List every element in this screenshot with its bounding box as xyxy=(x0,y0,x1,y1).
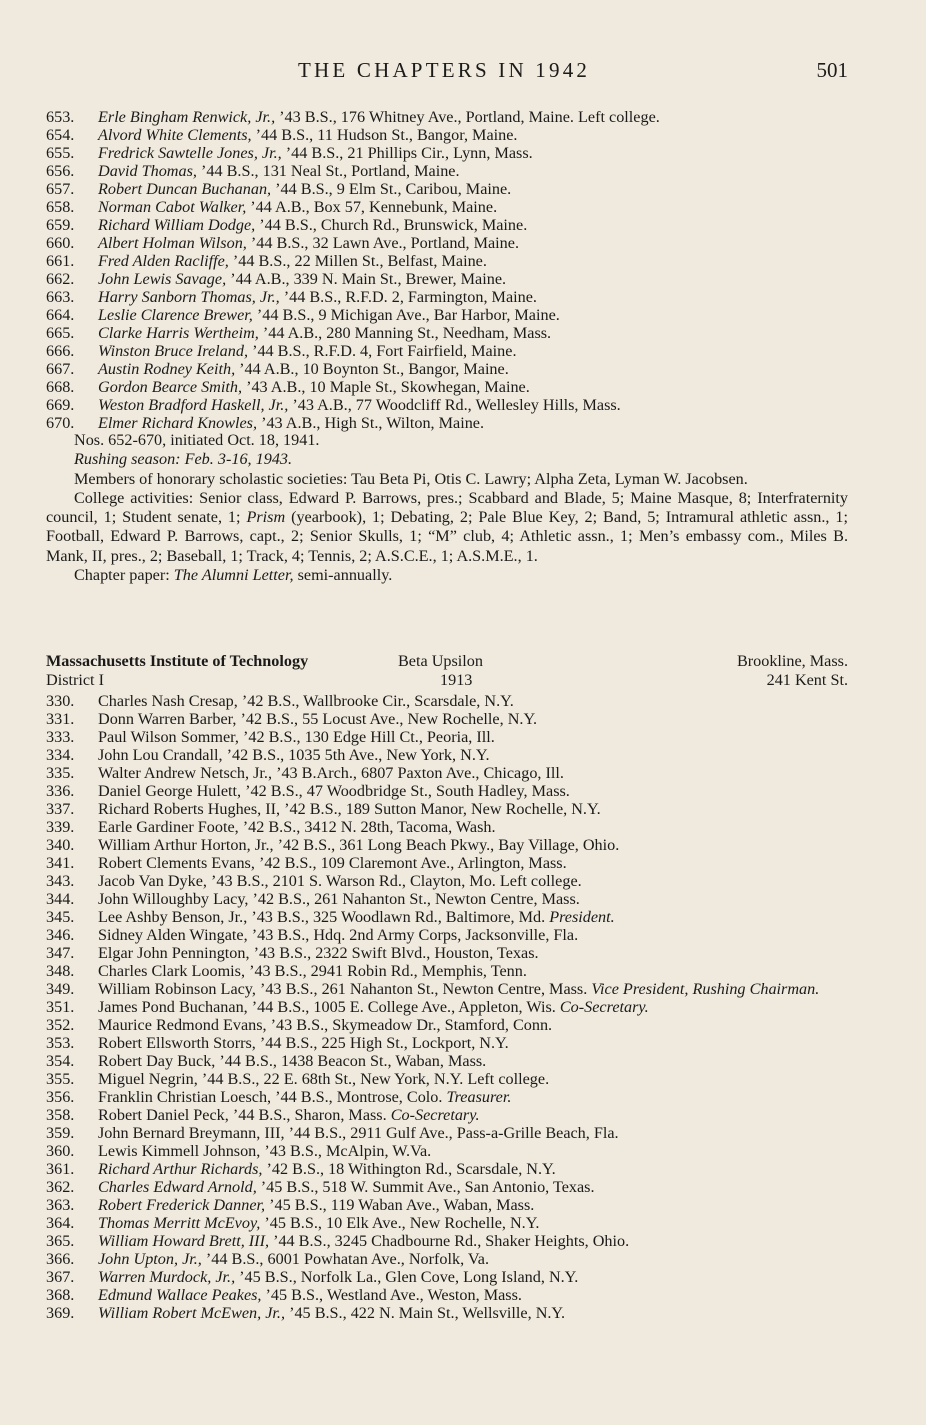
member-name: Richard Roberts Hughes, II, xyxy=(98,800,281,818)
member-name: Robert Duncan Buchanan, xyxy=(98,180,272,198)
member-name: Walter Andrew Netsch, Jr., xyxy=(98,764,273,782)
member-office: Treasurer. xyxy=(446,1088,512,1106)
member-office: Co-Secretary. xyxy=(390,1106,480,1124)
member-number: 331. xyxy=(46,710,75,728)
member-name: Clarke Harris Wertheim, xyxy=(98,324,259,342)
member-details: ’44 A.B., 10 Boynton St., Bangor, Maine. xyxy=(235,360,509,378)
member-name: Charles Clark Loomis, xyxy=(98,962,246,980)
college-activities-note: College activities: Senior class, Edward P. Barrows, pres.; Scabbard and Blade, 5; Maine Masque, 8; Interfraternity council, 1; Student senate, 1; Prism (yearbook), 1; Debating, 2; Pale Blue Key, 2; Band, 5; Intramural athletic assn., 1; Football, Edward P. Barrows, capt., 2; Senior Skulls, 1; “M” club, 4; Athletic assn., 1; Men’s embassy com., Miles B. Mank, II, pres., 2; Baseball, 1; Track, 4; Tennis, 2; A.S.C.E., 1; A.S.M.E., 1. xyxy=(46,488,848,565)
member-number: 361. xyxy=(46,1160,75,1178)
member-details: ’44 B.S., 22 Millen St., Belfast, Maine. xyxy=(228,252,487,270)
member-entry xyxy=(46,1268,852,1286)
member-name: Norman Cabot Walker, xyxy=(98,198,247,216)
member-number: 669. xyxy=(46,396,75,414)
member-name: Miguel Negrin, xyxy=(98,1070,198,1088)
member-number: 653. xyxy=(46,108,75,126)
member-name: John Lou Crandall, xyxy=(98,746,223,764)
member-entry xyxy=(46,1106,852,1124)
rushing-season-note: Rushing season: Feb. 3-16, 1943. xyxy=(74,450,293,469)
member-name: Leslie Clarence Brewer, xyxy=(98,306,253,324)
member-number: 664. xyxy=(46,306,75,324)
member-office: Vice President, Rushing Chairman. xyxy=(591,980,820,998)
member-details: ’42 B.S., 261 Nahanton St., Newton Centre, Mass. xyxy=(248,890,580,908)
member-entry xyxy=(46,1178,852,1196)
member-entry xyxy=(46,1196,852,1214)
member-details: ’44 A.B., Box 57, Kennebunk, Maine. xyxy=(246,198,498,216)
member-entry xyxy=(46,1070,852,1088)
member-details: ’42 B.S., 55 Locust Ave., New Rochelle, N.Y. xyxy=(236,710,538,728)
member-entry xyxy=(46,108,852,126)
member-entry xyxy=(46,306,852,324)
member-number: 340. xyxy=(46,836,75,854)
member-number: 364. xyxy=(46,1214,75,1232)
member-details: ’44 B.S., 11 Hudson St., Bangor, Maine. xyxy=(251,126,518,144)
member-details: ’44 B.S., 2911 Gulf Ave., Pass-a-Grille Beach, Fla. xyxy=(284,1124,619,1142)
member-entry xyxy=(46,1034,852,1052)
member-office: Co-Secretary. xyxy=(559,998,649,1016)
member-entry xyxy=(46,998,852,1016)
member-entry xyxy=(46,252,852,270)
member-name: Albert Holman Wilson, xyxy=(98,234,247,252)
member-details: ’43 A.B., 10 Maple St., Skowhegan, Maine. xyxy=(242,378,530,396)
member-number: 353. xyxy=(46,1034,75,1052)
member-name: John Lewis Savage, xyxy=(98,270,227,288)
member-name: John Bernard Breymann, III, xyxy=(98,1124,285,1142)
member-number: 661. xyxy=(46,252,75,270)
member-details: ’44 B.S., 6001 Powhatan Ave., Norfolk, Va. xyxy=(201,1250,490,1268)
member-details: ’45 B.S., 422 N. Main St., Wellsville, N.Y. xyxy=(285,1304,566,1322)
member-details: ’43 B.Arch., 6807 Paxton Ave., Chicago, Ill. xyxy=(272,764,564,782)
member-details: ’44 A.B., 339 N. Main St., Brewer, Maine. xyxy=(226,270,507,288)
chapter-paper-title: The Alumni Letter, xyxy=(173,566,294,585)
member-entry xyxy=(46,962,852,980)
member-name: Richard William Dodge, xyxy=(98,216,256,234)
member-number: 366. xyxy=(46,1250,75,1268)
member-entry xyxy=(46,342,852,360)
prism-title: Prism xyxy=(246,508,286,527)
member-office: President. xyxy=(549,908,615,926)
member-name: William Howard Brett, III, xyxy=(98,1232,270,1250)
chapter-heading xyxy=(46,652,848,690)
member-number: 665. xyxy=(46,324,75,342)
member-entry xyxy=(46,378,852,396)
member-entry xyxy=(46,818,852,836)
member-details: ’42 B.S., 3412 N. 28th, Tacoma, Wash. xyxy=(238,818,496,836)
member-entry xyxy=(46,144,852,162)
member-name: Edmund Wallace Peakes, xyxy=(98,1286,262,1304)
member-entry xyxy=(46,234,852,252)
member-number: 330. xyxy=(46,692,75,710)
member-entry xyxy=(46,836,852,854)
member-details: ’44 B.S., 32 Lawn Ave., Portland, Maine. xyxy=(246,234,520,252)
member-number: 654. xyxy=(46,126,75,144)
member-number: 657. xyxy=(46,180,75,198)
member-details: ’43 B.S., 325 Woodlawn Rd., Baltimore, Md. xyxy=(247,908,550,926)
member-details: ’44 B.S., 1438 Beacon St., Waban, Mass. xyxy=(215,1052,487,1070)
member-list-mit xyxy=(46,692,852,1322)
member-details: ’44 B.S., R.F.D. 2, Farmington, Maine. xyxy=(279,288,537,306)
member-details: ’43 B.S., 2101 S. Warson Rd., Clayton, Mo. Left college. xyxy=(206,872,582,890)
member-details: ’45 B.S., 10 Elk Ave., New Rochelle, N.Y. xyxy=(260,1214,540,1232)
member-number: 348. xyxy=(46,962,75,980)
member-number: 662. xyxy=(46,270,75,288)
member-entry xyxy=(46,746,852,764)
member-name: James Pond Buchanan, xyxy=(98,998,248,1016)
member-number: 355. xyxy=(46,1070,75,1088)
member-number: 369. xyxy=(46,1304,75,1322)
member-name: Jacob Van Dyke, xyxy=(98,872,207,890)
member-number: 351. xyxy=(46,998,75,1016)
member-details: ’44 B.S., 131 Neal St., Portland, Maine. xyxy=(196,162,460,180)
member-entry xyxy=(46,270,852,288)
member-name: Alvord White Clements, xyxy=(98,126,252,144)
member-details: ’44 B.S., R.F.D. 4, Fort Fairfield, Maine. xyxy=(248,342,517,360)
member-name: William Robinson Lacy, xyxy=(98,980,256,998)
member-name: Franklin Christian Loesch, xyxy=(98,1088,272,1106)
member-number: 666. xyxy=(46,342,75,360)
member-details: ’42 B.S., Wallbrooke Cir., Scarsdale, N.Y. xyxy=(237,692,514,710)
member-name: Donn Warren Barber, xyxy=(98,710,237,728)
member-details: ’44 B.S., 3245 Chadbourne Rd., Shaker Heights, Ohio. xyxy=(269,1232,630,1250)
member-details: ’44 B.S., Montrose, Colo. xyxy=(271,1088,447,1106)
founding-year: 1913 xyxy=(440,670,473,689)
member-number: 363. xyxy=(46,1196,75,1214)
member-number: 334. xyxy=(46,746,75,764)
member-entry xyxy=(46,692,852,710)
member-number: 345. xyxy=(46,908,75,926)
page-number: 501 xyxy=(816,58,848,82)
member-entry xyxy=(46,1142,852,1160)
member-details: ’42 B.S., 1035 5th Ave., New York, N.Y. xyxy=(222,746,490,764)
member-name: Robert Clements Evans, xyxy=(98,854,255,872)
member-name: Paul Wilson Sommer, xyxy=(98,728,239,746)
chapter-notes xyxy=(46,431,848,585)
member-number: 658. xyxy=(46,198,75,216)
member-number: 670. xyxy=(46,414,75,432)
member-entry xyxy=(46,1124,852,1142)
member-details: ’42 B.S., 130 Edge Hill Ct., Peoria, Ill. xyxy=(238,728,495,746)
member-name: Austin Rodney Keith, xyxy=(98,360,236,378)
page-header xyxy=(0,58,926,88)
member-number: 336. xyxy=(46,782,75,800)
member-number: 656. xyxy=(46,162,75,180)
member-number: 333. xyxy=(46,728,75,746)
member-entry xyxy=(46,288,852,306)
member-entry xyxy=(46,908,852,926)
member-entry xyxy=(46,360,852,378)
member-name: Winston Bruce Ireland, xyxy=(98,342,249,360)
school-name: Massachusetts Institute of Technology xyxy=(46,652,309,670)
member-entry xyxy=(46,216,852,234)
member-details: ’44 B.S., 1005 E. College Ave., Appleton, Wis. xyxy=(247,998,560,1016)
member-name: Warren Murdock, Jr., xyxy=(98,1268,236,1286)
member-number: 367. xyxy=(46,1268,75,1286)
member-name: Lee Ashby Benson, Jr., xyxy=(98,908,248,926)
member-details: ’45 B.S., 518 W. Summit Ave., San Antonio, Texas. xyxy=(256,1178,595,1196)
member-entry xyxy=(46,944,852,962)
member-name: Earle Gardiner Foote, xyxy=(98,818,239,836)
member-entry xyxy=(46,1232,852,1250)
member-number: 368. xyxy=(46,1286,75,1304)
member-entry xyxy=(46,180,852,198)
member-details: ’43 B.S., 176 Whitney Ave., Portland, Maine. Left college. xyxy=(275,108,660,126)
member-name: Robert Ellsworth Storrs, xyxy=(98,1034,256,1052)
member-name: William Robert McEwen, Jr., xyxy=(98,1304,286,1322)
member-number: 655. xyxy=(46,144,75,162)
member-name: Robert Daniel Peck, xyxy=(98,1106,229,1124)
member-name: Erle Bingham Renwick, Jr., xyxy=(98,108,276,126)
member-name: Robert Frederick Danner, xyxy=(98,1196,266,1214)
member-name: Weston Bradford Haskell, Jr., xyxy=(98,396,289,414)
member-entry xyxy=(46,980,852,998)
member-entry xyxy=(46,1052,852,1070)
member-number: 358. xyxy=(46,1106,75,1124)
member-details: ’42 B.S., 361 Long Beach Pkwy., Bay Village, Ohio. xyxy=(273,836,620,854)
member-number: 359. xyxy=(46,1124,75,1142)
member-number: 335. xyxy=(46,764,75,782)
member-entry xyxy=(46,872,852,890)
member-name: Daniel George Hulett, xyxy=(98,782,242,800)
member-entry xyxy=(46,764,852,782)
initiated-note: Nos. 652-670, initiated Oct. 18, 1941. xyxy=(74,431,320,449)
member-number: 352. xyxy=(46,1016,75,1034)
member-name: Maurice Redmond Evans, xyxy=(98,1016,267,1034)
member-entry xyxy=(46,710,852,728)
member-entry xyxy=(46,1016,852,1034)
member-entry xyxy=(46,198,852,216)
member-details: ’42 B.S., 109 Claremont Ave., Arlington, Mass. xyxy=(254,854,567,872)
member-name: Elgar John Pennington, xyxy=(98,944,250,962)
member-details: ’42 B.S., 47 Woodbridge St., South Hadley, Mass. xyxy=(241,782,570,800)
member-entry xyxy=(46,162,852,180)
member-entry xyxy=(46,1160,852,1178)
member-details: ’45 B.S., Norfolk La., Glen Cove, Long Island, N.Y. xyxy=(235,1268,579,1286)
member-entry xyxy=(46,800,852,818)
member-number: 356. xyxy=(46,1088,75,1106)
member-number: 347. xyxy=(46,944,75,962)
member-entry xyxy=(46,1214,852,1232)
member-number: 667. xyxy=(46,360,75,378)
member-entry xyxy=(46,1250,852,1268)
chapter-city: Brookline, Mass. xyxy=(736,652,848,670)
member-details: ’43 B.S., McAlpin, W.Va. xyxy=(260,1142,432,1160)
member-name: Thomas Merritt McEvoy, xyxy=(98,1214,261,1232)
member-name: Elmer Richard Knowles, xyxy=(98,414,258,432)
member-entry xyxy=(46,126,852,144)
member-entry xyxy=(46,1088,852,1106)
member-entry xyxy=(46,728,852,746)
running-head: THE CHAPTERS IN 1942 xyxy=(298,58,591,82)
member-details: ’44 B.S., 21 Phillips Cir., Lynn, Mass. xyxy=(281,144,533,162)
member-details: ’44 B.S., 9 Michigan Ave., Bar Harbor, Maine. xyxy=(252,306,560,324)
member-number: 343. xyxy=(46,872,75,890)
member-entry xyxy=(46,324,852,342)
member-details: ’42 B.S., 189 Sutton Manor, New Rochelle, N.Y. xyxy=(280,800,601,818)
member-details: ’44 B.S., 22 E. 68th St., New York, N.Y. Left college. xyxy=(197,1070,550,1088)
member-details: ’44 B.S., 9 Elm St., Caribou, Maine. xyxy=(271,180,512,198)
member-number: 344. xyxy=(46,890,75,908)
member-number: 337. xyxy=(46,800,75,818)
member-details: ’43 B.S., Skymeadow Dr., Stamford, Conn. xyxy=(266,1016,553,1034)
member-details: ’44 B.S., Sharon, Mass. xyxy=(228,1106,391,1124)
member-details: ’44 B.S., Church Rd., Brunswick, Maine. xyxy=(255,216,528,234)
member-number: 346. xyxy=(46,926,75,944)
member-entry xyxy=(46,1304,852,1322)
member-entry xyxy=(46,926,852,944)
member-entry xyxy=(46,396,852,414)
member-details: ’43 A.B., High St., Wilton, Maine. xyxy=(257,414,485,432)
member-details: ’43 A.B., 77 Woodcliff Rd., Wellesley Hills, Mass. xyxy=(288,396,621,414)
member-number: 663. xyxy=(46,288,75,306)
district-label: District I xyxy=(46,670,104,689)
member-number: 660. xyxy=(46,234,75,252)
member-details: ’43 B.S., 2941 Robin Rd., Memphis, Tenn. xyxy=(245,962,527,980)
member-number: 659. xyxy=(46,216,75,234)
member-name: Sidney Alden Wingate, xyxy=(98,926,248,944)
member-number: 341. xyxy=(46,854,75,872)
member-entry xyxy=(46,414,852,432)
member-number: 668. xyxy=(46,378,75,396)
member-entry xyxy=(46,854,852,872)
member-entry xyxy=(46,782,852,800)
member-name: Harry Sanborn Thomas, Jr., xyxy=(98,288,280,306)
member-name: Fred Alden Racliffe, xyxy=(98,252,229,270)
chapter-address: 241 Kent St. xyxy=(766,670,848,689)
member-name: David Thomas, xyxy=(98,162,197,180)
member-entry xyxy=(46,1286,852,1304)
member-name: Robert Day Buck, xyxy=(98,1052,216,1070)
member-details: ’43 B.S., 2322 Swift Blvd., Houston, Texas. xyxy=(249,944,539,962)
member-name: Fredrick Sawtelle Jones, Jr., xyxy=(98,144,282,162)
member-name: John Willoughby Lacy, xyxy=(98,890,249,908)
member-details: ’45 B.S., Westland Ave., Weston, Mass. xyxy=(261,1286,522,1304)
member-details: ’45 B.S., 119 Waban Ave., Waban, Mass. xyxy=(265,1196,535,1214)
member-number: 349. xyxy=(46,980,75,998)
honorary-societies-note: Members of honorary scholastic societies: Tau Beta Pi, Otis C. Lawry; Alpha Zeta, Lyman W. Jacobsen. xyxy=(74,469,748,488)
member-entry xyxy=(46,890,852,908)
member-name: Gordon Bearce Smith, xyxy=(98,378,243,396)
member-number: 339. xyxy=(46,818,75,836)
member-number: 360. xyxy=(46,1142,75,1160)
member-name: Richard Arthur Richards, xyxy=(98,1160,263,1178)
member-details: ’43 B.S., Hdq. 2nd Army Corps, Jacksonville, Fla. xyxy=(247,926,579,944)
chapter-paper-note: Chapter paper: The Alumni Letter, semi-annually. xyxy=(74,566,393,585)
member-number: 354. xyxy=(46,1052,75,1070)
member-details: ’43 B.S., 261 Nahanton St., Newton Centre, Mass. xyxy=(255,980,592,998)
member-name: William Arthur Horton, Jr., xyxy=(98,836,274,854)
member-details: ’42 B.S., 18 Withington Rd., Scarsdale, N.Y. xyxy=(262,1160,556,1178)
member-number: 365. xyxy=(46,1232,75,1250)
member-list-maine xyxy=(46,108,852,432)
chapter-name: Beta Upsilon xyxy=(398,652,483,670)
member-number: 362. xyxy=(46,1178,75,1196)
member-name: Charles Edward Arnold, xyxy=(98,1178,257,1196)
member-details: ’44 A.B., 280 Manning St., Needham, Mass. xyxy=(258,324,552,342)
member-name: Lewis Kimmell Johnson, xyxy=(98,1142,261,1160)
member-name: Charles Nash Cresap, xyxy=(98,692,238,710)
member-name: John Upton, Jr., xyxy=(98,1250,202,1268)
member-details: ’44 B.S., 225 High St., Lockport, N.Y. xyxy=(255,1034,509,1052)
